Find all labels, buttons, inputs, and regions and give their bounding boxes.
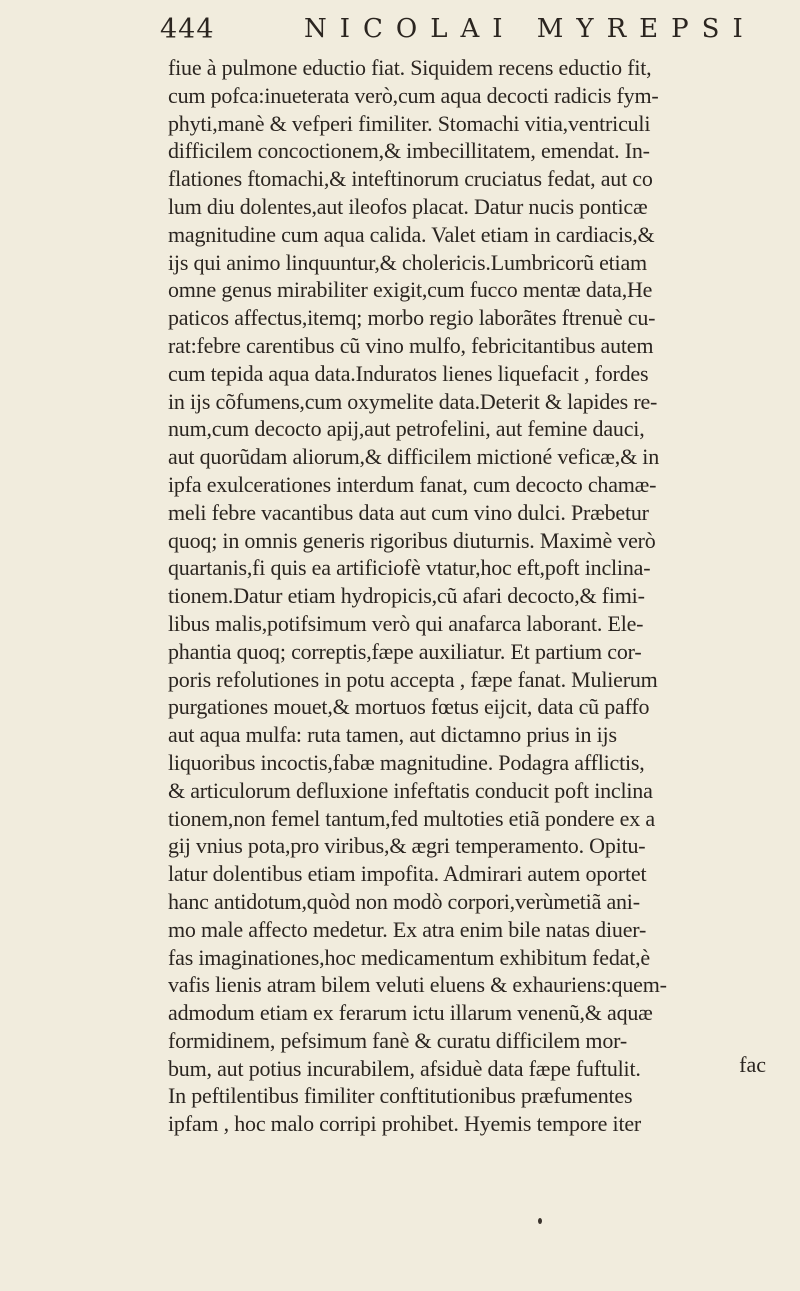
text-line: in ijs cõfumens,cum oxymelite data.Deterit & lapides re- bbox=[168, 388, 658, 414]
text-line: & articulorum defluxione infeftatis conducit poft inclina bbox=[168, 777, 653, 803]
text-line: phantia quoq; correptis,fæpe auxiliatur. Et partium cor- bbox=[168, 638, 642, 664]
text-line: formidinem, pefsimum fanè & curatu difficilem mor- bbox=[168, 1027, 627, 1053]
text-line: aut aqua mulfa: ruta tamen, aut dictamno prius in ijs bbox=[168, 722, 617, 748]
body-text bbox=[168, 54, 768, 1138]
text-line: poris refolutiones in potu accepta , fæpe fanat. Mulierum bbox=[168, 666, 658, 692]
text-line: ipfam , hoc malo corripi prohibet. Hyemis tempore iter bbox=[168, 1111, 642, 1137]
text-line: fiue à pulmone eductio fiat. Siquidem recens eductio fit, bbox=[168, 55, 652, 80]
text-line: In peftilentibus fimiliter conftitutionibus præfumentes bbox=[168, 1083, 633, 1109]
page-header bbox=[160, 14, 756, 54]
text-line: paticos affectus,itemq; morbo regio laborãtes ftrenuè cu- bbox=[168, 305, 656, 331]
text-line: flationes ftomachi,& inteftinorum cruciatus fedat, aut co bbox=[168, 166, 653, 192]
text-line: admodum etiam ex ferarum ictu illarum venenũ,& aquæ bbox=[168, 1000, 653, 1026]
text-line: purgationes mouet,& mortuos fœtus eijcit, data cũ paffo bbox=[168, 694, 650, 720]
running-head: NICOLAI MYREPSI bbox=[304, 14, 756, 44]
text-line: gij vnius pota,pro viribus,& ægri temperamento. Opitu- bbox=[168, 833, 646, 859]
text-line: rat:febre carentibus cũ vino mulfo, febricitantibus autem bbox=[168, 332, 654, 358]
text-line: fas imaginationes,hoc medicamentum exhibitum fedat,è bbox=[168, 944, 651, 970]
text-line: cum tepida aqua data.Induratos lienes liquefacit , fordes bbox=[168, 360, 649, 386]
text-line: quartanis,fi quis ea artificiofè vtatur,hoc eft,poft inclina- bbox=[168, 555, 651, 581]
text-line: liquoribus incoctis,fabæ magnitudine. Podagra afflictis, bbox=[168, 749, 645, 775]
text-line: lum diu dolentes,aut ileofos placat. Datur nucis ponticæ bbox=[168, 193, 648, 219]
text-line: omne genus mirabiliter exigit,cum fucco mentæ data,He bbox=[168, 277, 653, 303]
ink-speck bbox=[538, 1218, 542, 1224]
text-line: tionem,non femel tantum,fed multoties etiã pondere ex a bbox=[168, 805, 655, 831]
text-line: ijs qui animo linquuntur,& cholericis.Lumbricorũ etiam bbox=[168, 249, 647, 275]
catchword: fac bbox=[739, 1052, 766, 1077]
text-line: magnitudine cum aqua calida. Valet etiam in cardiacis,& bbox=[168, 221, 655, 247]
text-line: mo male affecto medetur. Ex atra enim bile natas diuer- bbox=[168, 916, 647, 942]
text-line: aut quorũdam aliorum,& difficilem mictioné veficæ,& in bbox=[168, 444, 660, 470]
text-line: ipfa exulcerationes interdum fanat, cum decocto chamæ- bbox=[168, 471, 657, 497]
text-line: quoq; in omnis generis rigoribus diuturnis. Maximè verò bbox=[168, 527, 656, 553]
text-line: num,cum decocto apij,aut petrofelini, aut femine dauci, bbox=[168, 416, 645, 442]
page-number: 444 bbox=[160, 14, 215, 45]
text-line: vafis lienis atram bilem veluti eluens & exhauriens:quem- bbox=[168, 972, 667, 998]
text-line: tionem.Datur etiam hydropicis,cũ afari decocto,& fimi- bbox=[168, 583, 645, 609]
text-line: latur dolentibus etiam impofita. Admirari autem oportet bbox=[168, 861, 647, 887]
text-line: difficilem concoctionem,& imbecillitatem, emendat. In- bbox=[168, 138, 650, 164]
text-line: phyti,manè & vefperi fimiliter. Stomachi vitia,ventriculi bbox=[168, 110, 651, 136]
text-line: meli febre vacantibus data aut cum vino dulci. Præbetur bbox=[168, 499, 649, 525]
text-line: cum pofca:inueterata verò,cum aqua decocti radicis fym- bbox=[168, 82, 659, 108]
text-line: bum, aut potius incurabilem, afsiduè data fæpe fuftulit. bbox=[168, 1055, 641, 1081]
text-line: libus malis,potifsimum verò qui anafarca laborant. Ele- bbox=[168, 610, 644, 636]
text-line: hanc antidotum,quòd non modò corpori,verùmetiã ani- bbox=[168, 888, 640, 914]
